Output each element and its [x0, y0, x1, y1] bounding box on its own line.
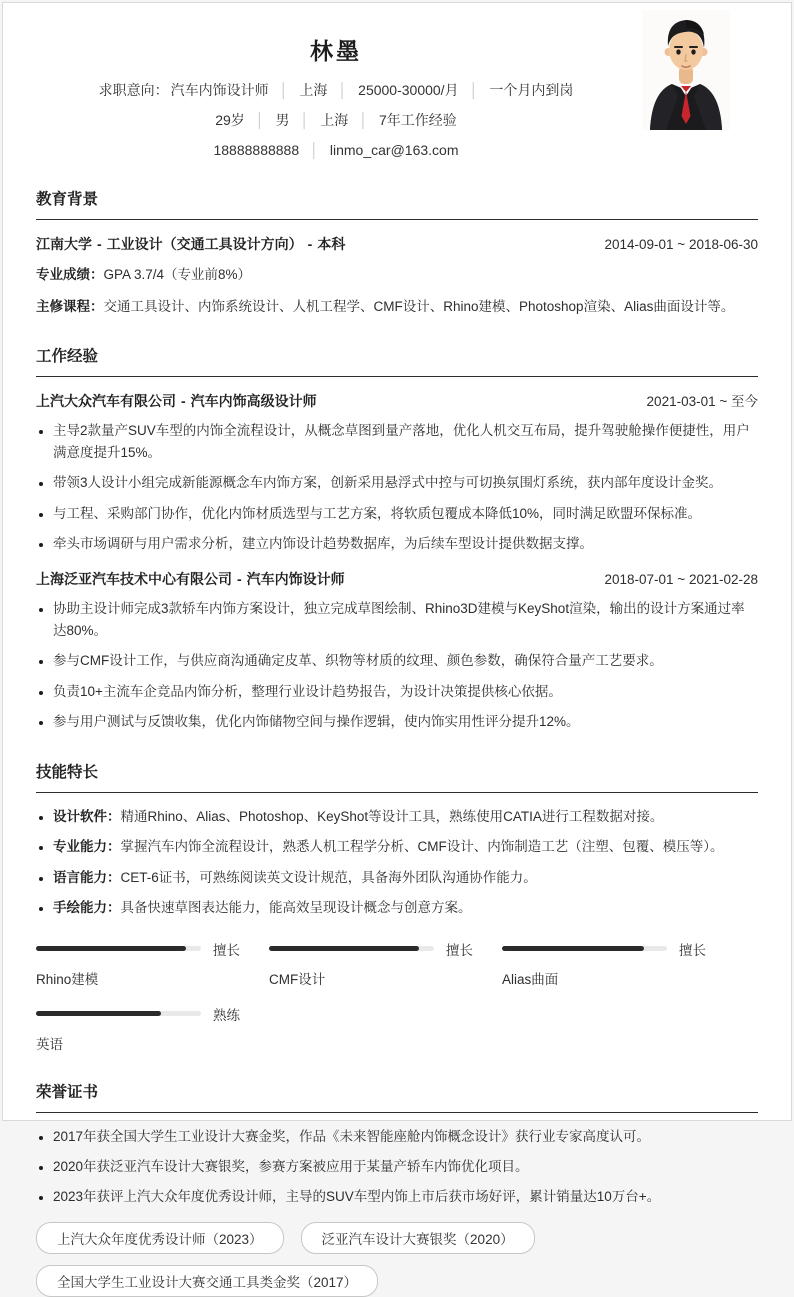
text-item: 汽车内饰设计师 [246, 570, 345, 587]
item-text: 交通工具设计、内饰系统设计、人机工程学、CMF设计、Rhino建模、Photoshop渲染、Alias曲面设计等。 [103, 298, 735, 314]
item-label: 专业成绩： [36, 267, 104, 282]
candidate-name: 林墨 [310, 38, 362, 64]
education-details [36, 264, 758, 317]
labelled-item [53, 836, 758, 858]
bullet-item: • 带领3人设计小组完成新能源概念车内饰方案，创新采用悬浮式中控与可切换氛围灯系统，获内部年度设计金奖。 [53, 472, 758, 494]
skill-bar-fill [36, 1011, 161, 1016]
separator: │ [338, 82, 348, 98]
item-label: 手绘能力： [53, 899, 121, 915]
text-item: 上汽大众汽车有限公司 [36, 393, 176, 410]
skills-bullet-list [36, 806, 758, 919]
job-date: 2021-03-01 ~ 至今 [646, 394, 758, 410]
job-title [36, 391, 317, 411]
job-entry-head [36, 569, 758, 589]
job-intent-line [36, 80, 636, 100]
bullet-item: • 负责10+主流车企竞品内饰分析，整理行业设计趋势报告，为设计决策提供核心依据。 [53, 681, 758, 703]
text-item: 江南大学 [36, 236, 92, 252]
job-bullet-list [36, 598, 758, 733]
honor-badges [36, 1222, 596, 1297]
text-item: 本科 [317, 236, 346, 252]
skills-section-title: 技能特长 [36, 760, 758, 793]
separator: │ [469, 82, 479, 98]
skill-bar-item [502, 939, 717, 988]
honors-bullet-list [36, 1126, 758, 1209]
skill-bar-fill [269, 946, 419, 951]
bullet-item: • 主导2款量产SUV车型的内饰全流程设计，从概念草图到量产落地，优化人机交互布局，提升驾驶舱操作便捷性，用户满意度提升15%。 [53, 420, 758, 464]
skill-bar-track [269, 946, 434, 951]
skill-name-label: 英语 [36, 1036, 63, 1052]
skill-bar-track [36, 1011, 201, 1016]
personal-info-line [36, 110, 636, 130]
section-honors [36, 1080, 758, 1297]
honors-section-title: 荣誉证书 [36, 1080, 758, 1113]
item-text: 具备快速草图表达能力，能高效呈现设计概念与创意方案。 [120, 899, 472, 915]
item-label: 语言能力： [53, 869, 121, 885]
text-item: 上海 [299, 82, 328, 98]
resume-page [2, 2, 792, 1291]
job-intent-label: 求职意向： [98, 82, 169, 98]
skill-bar-track [502, 946, 667, 951]
labelled-item [53, 867, 758, 889]
education-entry-title [36, 234, 345, 254]
text-item: 18888888888 [213, 142, 300, 158]
item-text: 精通Rhino、Alias、Photoshop、KeyShot等设计工具，熟练使用CATIA进行工程数据对接。 [120, 808, 664, 824]
item-text: 掌握汽车内饰全流程设计，熟悉人机工程学分析、CMF设计、内饰制造工艺（注塑、包覆、模压等）。 [120, 839, 724, 855]
text-item: 汽车内饰高级设计师 [190, 393, 317, 410]
skill-level-label: 擅长 [679, 942, 706, 958]
honors-body [36, 1126, 758, 1297]
labelled-item [53, 806, 758, 828]
separator: │ [255, 112, 265, 128]
skill-name-label: CMF设计 [269, 971, 326, 987]
honor-badge: 上汽大众年度优秀设计师（2023） [36, 1222, 284, 1254]
bullet-item: • 协助主设计师完成3款轿车内饰方案设计，独立完成草图绘制、Rhino3D建模与KeyShot渲染，输出的设计方案通过率达80%。 [53, 598, 758, 642]
job-bullet-list [36, 420, 758, 555]
separator: - [237, 570, 242, 587]
bullet-item: • 2023年获评上汽大众年度优秀设计师，主导的SUV车型内饰上市后获市场好评，累计销量达10万台+。 [53, 1186, 758, 1208]
text-item: 工业设计（交通工具设计方向） [106, 236, 303, 252]
bullet-item: • 与工程、采购部门协作，优化内饰材质选型与工艺方案，将软质包覆成本降低10%，同时满足欧盟环保标准。 [53, 503, 758, 525]
separator: │ [359, 112, 369, 128]
skill-bars [36, 939, 758, 1053]
skill-bar-fill [502, 946, 644, 951]
separator: - [181, 393, 186, 410]
item-label: 主修课程： [36, 298, 104, 314]
work-body [36, 390, 758, 733]
honor-badge: 全国大学生工业设计大赛交通工具类金奖（2017） [36, 1265, 378, 1297]
job-title [36, 569, 345, 589]
separator: │ [300, 112, 310, 128]
separator: - [307, 236, 313, 252]
text-item: 25000-30000/月 [358, 82, 459, 98]
education-date: 2014-09-01 ~ 2018-06-30 [604, 237, 758, 252]
item-label: 设计软件： [53, 808, 121, 824]
skill-name-label: Rhino建模 [36, 971, 99, 987]
separator: │ [279, 82, 289, 98]
skills-body [36, 806, 758, 1053]
contact-line [36, 140, 636, 160]
section-education [36, 187, 758, 317]
separator: - [97, 236, 102, 252]
text-item: 男 [275, 112, 290, 128]
separator: │ [310, 142, 319, 158]
text-item: 汽车内饰设计师 [170, 82, 269, 98]
text-item: linmo_car@163.com [329, 142, 459, 158]
labelled-item [53, 897, 758, 919]
honor-badge: 泛亚汽车设计大赛银奖（2020） [301, 1222, 535, 1254]
text-item: 上海泛亚汽车技术中心有限公司 [36, 570, 232, 587]
skill-bar-fill [36, 946, 186, 951]
profile-photo [642, 10, 730, 130]
bullet-item: • 2017年获全国大学生工业设计大赛金奖，作品《未来智能座舱内饰概念设计》获行业专家高度认可。 [53, 1126, 758, 1148]
work-section-title: 工作经验 [36, 344, 758, 377]
bullet-item: • 参与用户测试与反馈收集，优化内饰储物空间与操作逻辑，使内饰实用性评分提升12%。 [53, 711, 758, 733]
header-text-block [36, 33, 636, 160]
job-date: 2018-07-01 ~ 2021-02-28 [604, 571, 758, 587]
skill-level-label: 擅长 [213, 942, 240, 958]
job-intent-values [171, 82, 574, 98]
education-body [36, 234, 758, 317]
labelled-item [36, 296, 758, 318]
skill-level-label: 熟练 [213, 1007, 240, 1023]
education-entry-head [36, 234, 758, 254]
item-text: GPA 3.7/4（专业前8%） [103, 267, 252, 282]
skill-bar-item [36, 1004, 251, 1053]
text-item: 7年工作经验 [379, 112, 457, 128]
skill-level-label: 擅长 [446, 942, 473, 958]
bullet-item: • 牵头市场调研与用户需求分析，建立内饰设计趋势数据库，为后续车型设计提供数据支撑。 [53, 533, 758, 555]
item-label: 专业能力： [53, 839, 121, 855]
text-item: 上海 [320, 112, 349, 128]
text-item: 一个月内到岗 [489, 82, 574, 98]
skill-bar-item [36, 939, 251, 988]
resume-header [36, 3, 758, 160]
text-item: 29岁 [215, 112, 245, 128]
education-section-title: 教育背景 [36, 187, 758, 220]
item-text: CET-6证书，可熟练阅读英文设计规范，具备海外团队沟通协作能力。 [120, 869, 537, 885]
skill-bar-track [36, 946, 201, 951]
bullet-item: • 2020年获泛亚汽车设计大赛银奖，参赛方案被应用于某量产轿车内饰优化项目。 [53, 1156, 758, 1178]
section-skills [36, 760, 758, 1053]
bullet-item: • 参与CMF设计工作，与供应商沟通确定皮革、织物等材质的纹理、颜色参数，确保符合量产工艺要求。 [53, 650, 758, 672]
skill-bar-item [269, 939, 484, 988]
labelled-item [36, 264, 758, 286]
section-work [36, 344, 758, 733]
skill-name-label: Alias曲面 [502, 971, 559, 987]
job-entry-head [36, 390, 758, 411]
